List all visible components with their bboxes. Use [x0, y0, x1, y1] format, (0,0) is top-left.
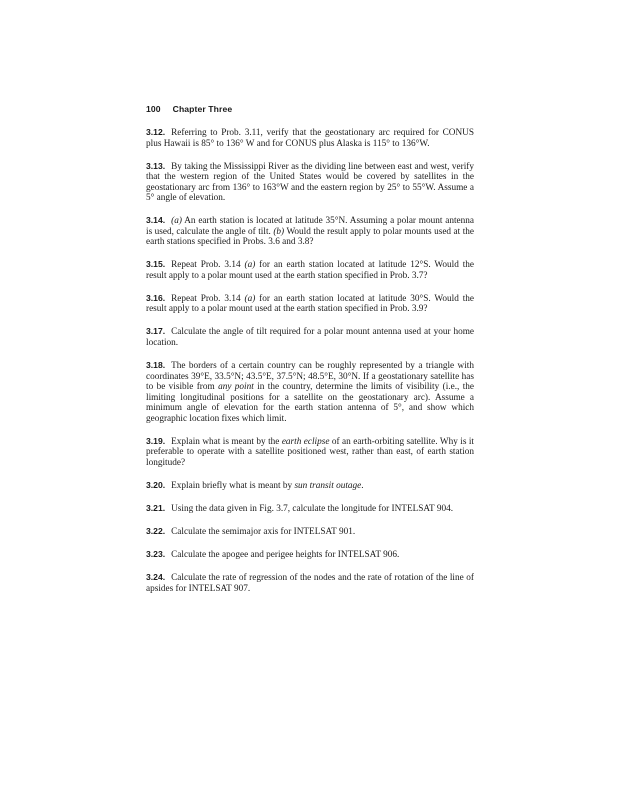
problem-3-23	[146, 549, 474, 561]
problem-number: 3.16.	[146, 292, 166, 303]
problem-number: 3.23.	[146, 549, 166, 560]
problem-text: The borders of a certain country can be roughly represented by a triangle with coordinates 39°E, 33.5°N; 43.5°E, 37.5°N; 48.5°E, 30°N. If a geostationary satellite has to be visible from	[146, 361, 474, 393]
problem-number: 3.15.	[146, 259, 166, 270]
problem-text: Using the data given in Fig. 3.7, calculate the longitude for INTELSAT 904.	[171, 503, 454, 514]
problem-text: .	[361, 480, 364, 491]
problem-number: 3.13.	[146, 160, 166, 171]
problem-text: of an earth-orbiting satellite. Why is it preferable to operate with a satellite positioned west, rather than east, of earth station longitude?	[146, 436, 475, 468]
problem-text: By taking the Mississippi River as the dividing line between east and west, verify that the western region of the United States would be covered by satellites in the geostationary arc from 136° to 163°W and the eastern region by 25° to 55°W. Assume a 5° angle of elevation.	[146, 161, 474, 204]
part-label-b: (b)	[273, 226, 285, 237]
problem-3-17	[146, 326, 474, 348]
problem-text: Explain briefly what is meant by	[171, 480, 295, 491]
problem-text: for an earth station located at latitude 30°S. Would the result apply to a polar mount used at the earth station specified in Prob. 3.9?	[146, 293, 475, 315]
part-label-a: (a)	[244, 260, 256, 271]
problem-number: 3.21.	[146, 502, 166, 513]
emphasis-text: sun transit outage	[294, 480, 362, 491]
problem-text: An earth station is located at latitude 35°N. Assuming a polar mount antenna is used, calculate the angle of tilt.	[146, 216, 474, 237]
page-header	[146, 104, 232, 114]
problem-text: Calculate the angle of tilt required for a polar mount antenna used at your home location.	[146, 327, 474, 348]
problem-3-12	[146, 127, 474, 149]
problem-number: 3.18.	[146, 360, 166, 371]
problem-3-15	[146, 259, 474, 281]
problem-text: Calculate the rate of regression of the nodes and the rate of rotation of the line of apsides for INTELSAT 907.	[146, 573, 474, 594]
problem-3-20	[146, 480, 474, 492]
problem-3-21	[146, 503, 474, 515]
problem-3-13	[146, 161, 474, 204]
page-number: 100	[146, 104, 161, 114]
problem-number: 3.22.	[146, 525, 166, 536]
problem-3-16	[146, 293, 474, 315]
problem-3-19	[146, 436, 474, 469]
problem-number: 3.19.	[146, 435, 166, 446]
problem-3-18	[146, 360, 474, 424]
problem-list	[146, 127, 474, 606]
problem-text: in the country, determine the limits of visibility (i.e., the limiting longitudinal positions for a satellite on the geostationary arc). Assume a minimum angle of elevation for the earth station antenna of 5°, and show which geographic location fixes which limit.	[146, 382, 474, 424]
problem-number: 3.12.	[146, 127, 166, 137]
part-label-a: (a)	[244, 293, 256, 304]
problem-text: Repeat Prob. 3.14	[171, 293, 245, 304]
problem-text: Repeat Prob. 3.14	[171, 260, 245, 271]
emphasis-text: any point	[218, 382, 254, 393]
chapter-title: Chapter Three	[172, 104, 233, 114]
problem-3-24	[146, 572, 474, 594]
problem-text: Explain what is meant by the	[171, 436, 282, 447]
problem-text: Would the result apply to polar mounts used at the earth stations specified in Probs. 3.6 and 3.8?	[146, 226, 475, 248]
problem-text: Calculate the semimajor axis for INTELSAT 901.	[171, 526, 356, 537]
problem-3-22	[146, 526, 474, 538]
problem-3-14	[146, 215, 474, 248]
problem-text: for an earth station located at latitude 12°S. Would the result apply to a polar mount used at the earth station specified in Prob. 3.7?	[146, 260, 475, 281]
problem-number: 3.14.	[146, 215, 166, 226]
problem-text: Calculate the apogee and perigee heights for INTELSAT 906.	[171, 550, 400, 561]
emphasis-text: earth eclipse	[281, 436, 330, 447]
problem-number: 3.20.	[146, 479, 166, 490]
problem-number: 3.17.	[146, 326, 166, 337]
problem-text: Referring to Prob. 3.11, verify that the geostationary arc required for CONUS plus Hawaii is 85° to 136° W and for CONUS plus Alaska is 115° to 136°W.	[146, 128, 474, 149]
part-label-a: (a)	[171, 216, 182, 227]
problem-number: 3.24.	[146, 572, 166, 583]
